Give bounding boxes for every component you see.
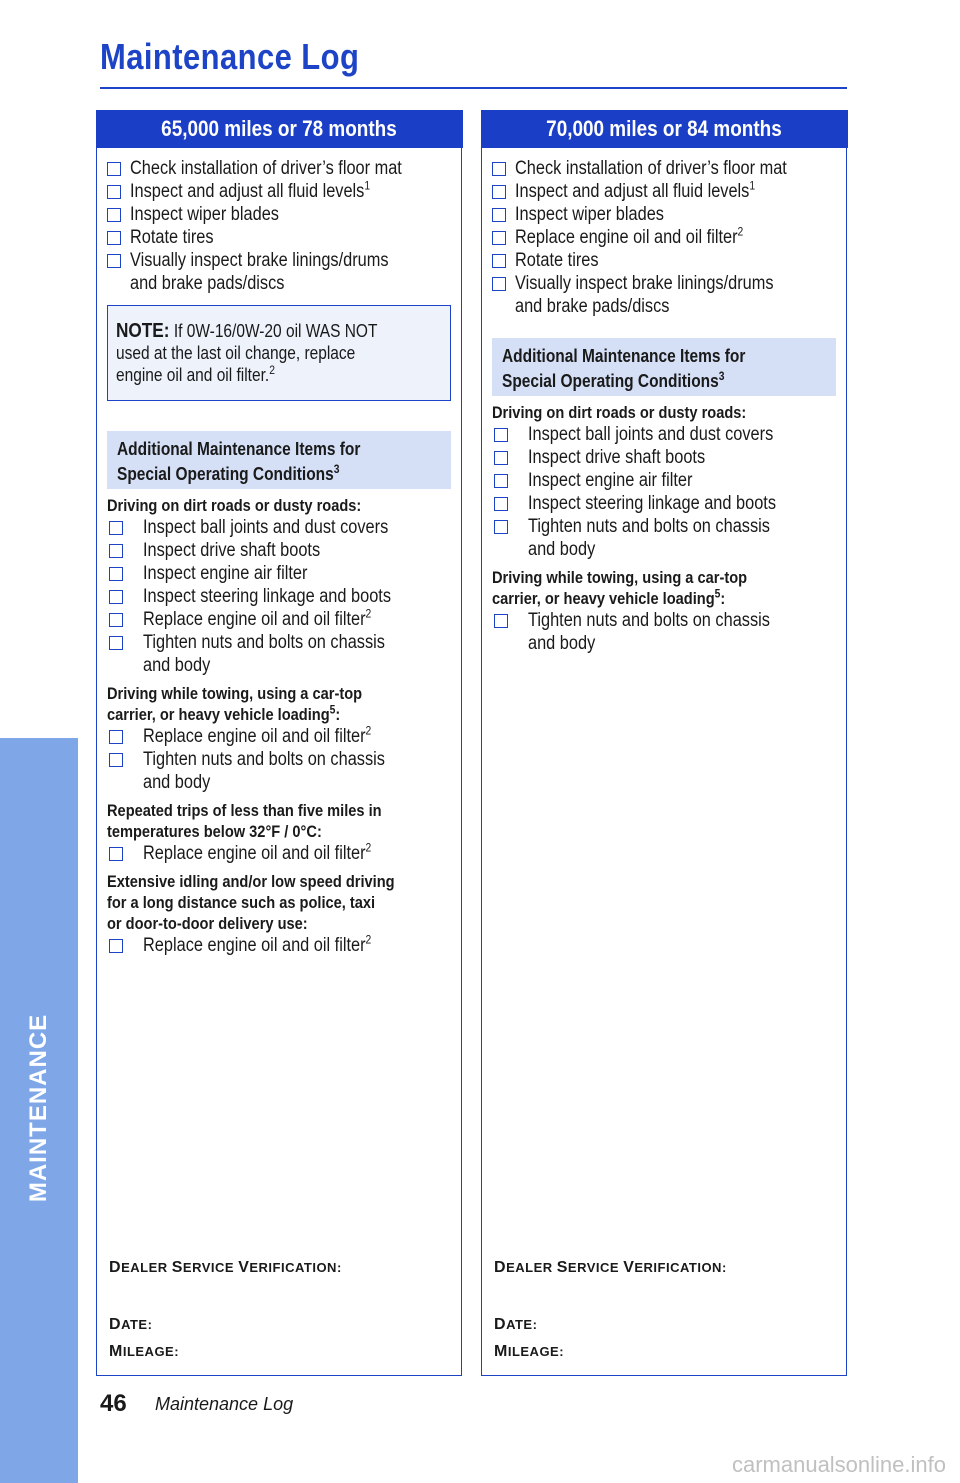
mileage-label: MILEAGE: <box>109 1343 180 1360</box>
checkbox[interactable] <box>494 474 508 488</box>
checkbox[interactable] <box>494 614 508 628</box>
checkbox[interactable] <box>107 231 121 245</box>
condition-heading: Driving while towing, using a car-top carrier, or heavy vehicle loading$^5$: <box>107 683 363 724</box>
side-tab-label: MAINTENANCE <box>25 1013 52 1203</box>
checkbox[interactable] <box>492 162 506 176</box>
column-header: 65,000 miles or 78 months <box>96 110 463 148</box>
checkbox[interactable] <box>492 254 506 268</box>
checkbox[interactable] <box>107 162 121 176</box>
checkbox[interactable] <box>107 185 121 199</box>
condition-item: Inspect ball joints and dust covers <box>492 423 836 446</box>
condition-heading: Extensive idling and/or low speed driving for a long distance such as police, taxi or door-to-door delivery use: <box>107 871 395 933</box>
condition-item: Replace engine oil and oil filter$^2$ <box>107 842 451 865</box>
oil-note-box: NOTE: If 0W-16/0W-20 oil WAS NOT used at the last oil change, replace engine oil and oil filter.$^2$ <box>107 305 451 401</box>
condition-item: Inspect steering linkage and boots <box>492 492 836 515</box>
checkbox[interactable] <box>107 208 121 222</box>
checkbox[interactable] <box>109 753 123 767</box>
condition-item: Inspect engine air filter <box>492 469 836 492</box>
mileage-label: MILEAGE: <box>494 1343 565 1360</box>
watermark: carmanualsonline.info <box>731 1452 946 1477</box>
checkbox[interactable] <box>492 277 506 291</box>
condition-item: Inspect drive shaft boots <box>492 446 836 469</box>
condition-item: Replace engine oil and oil filter$^2$ <box>107 934 451 957</box>
conditions-list <box>97 489 461 957</box>
condition-item: Tighten nuts and bolts on chassis and body <box>107 748 451 794</box>
additional-items-heading: Additional Maintenance Items for Special Operating Conditions$^3$ <box>492 338 836 396</box>
task-item: Rotate tires <box>107 226 461 249</box>
checkbox[interactable] <box>494 520 508 534</box>
task-item: Check installation of driver’s floor mat <box>107 157 461 180</box>
condition-item: Inspect engine air filter <box>107 562 451 585</box>
checkbox[interactable] <box>107 254 121 268</box>
condition-item: Tighten nuts and bolts on chassis and body <box>107 631 451 677</box>
checkbox[interactable] <box>109 636 123 650</box>
task-item: Inspect wiper blades <box>492 203 846 226</box>
dealer-verification-label: DEALER SERVICE VERIFICATION: <box>494 1259 727 1276</box>
condition-item: Tighten nuts and bolts on chassis and body <box>492 609 836 655</box>
date-label: DATE: <box>494 1316 538 1333</box>
checkbox[interactable] <box>494 497 508 511</box>
task-item: Check installation of driver’s floor mat <box>492 157 846 180</box>
checkbox[interactable] <box>492 185 506 199</box>
condition-item: Inspect drive shaft boots <box>107 539 451 562</box>
task-list <box>482 148 846 318</box>
condition-heading: Driving on dirt roads or dusty roads: <box>107 495 362 515</box>
checkbox[interactable] <box>109 730 123 744</box>
dealer-verification-label: DEALER SERVICE VERIFICATION: <box>109 1259 342 1276</box>
log-column-70000 <box>481 110 847 1376</box>
task-item: Inspect wiper blades <box>107 203 461 226</box>
additional-items-heading: Additional Maintenance Items for Special Operating Conditions$^3$ <box>107 431 451 489</box>
footer-label: Maintenance Log <box>155 1394 294 1414</box>
checkbox[interactable] <box>494 428 508 442</box>
condition-item: Tighten nuts and bolts on chassis and body <box>492 515 836 561</box>
task-item: Replace engine oil and oil filter$^2$ <box>492 226 846 249</box>
column-header: 70,000 miles or 84 months <box>481 110 848 148</box>
checkbox[interactable] <box>109 613 123 627</box>
log-column-65000 <box>96 110 462 1376</box>
checkbox[interactable] <box>109 590 123 604</box>
task-item: Rotate tires <box>492 249 846 272</box>
checkbox[interactable] <box>492 231 506 245</box>
task-item: Inspect and adjust all fluid levels$^1$ <box>492 180 846 203</box>
page-title: Maintenance Log <box>100 36 360 77</box>
title-rule <box>100 87 847 89</box>
task-item: Inspect and adjust all fluid levels$^1$ <box>107 180 461 203</box>
checkbox[interactable] <box>492 208 506 222</box>
condition-heading: Driving on dirt roads or dusty roads: <box>492 402 747 422</box>
checkbox[interactable] <box>109 521 123 535</box>
page-number: 46 <box>100 1390 127 1417</box>
condition-heading: Driving while towing, using a car-top carrier, or heavy vehicle loading$^5$: <box>492 567 748 608</box>
checkbox[interactable] <box>494 451 508 465</box>
checkbox[interactable] <box>109 567 123 581</box>
task-item: Visually inspect brake linings/drums and brake pads/discs <box>107 249 461 295</box>
condition-item: Replace engine oil and oil filter$^2$ <box>107 608 451 631</box>
checkbox[interactable] <box>109 939 123 953</box>
checkbox[interactable] <box>109 847 123 861</box>
task-list <box>97 148 461 295</box>
condition-heading: Repeated trips of less than five miles in temperatures below 32°F / 0°C: <box>107 800 382 841</box>
conditions-list <box>482 396 846 655</box>
date-label: DATE: <box>109 1316 153 1333</box>
condition-item: Inspect steering linkage and boots <box>107 585 451 608</box>
checkbox[interactable] <box>109 544 123 558</box>
task-item: Visually inspect brake linings/drums and brake pads/discs <box>492 272 846 318</box>
condition-item: Inspect ball joints and dust covers <box>107 516 451 539</box>
condition-item: Replace engine oil and oil filter$^2$ <box>107 725 451 748</box>
